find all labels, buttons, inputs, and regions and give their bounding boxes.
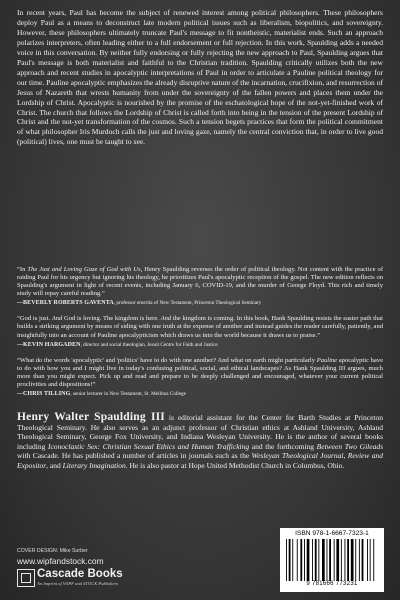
author-bio: Henry Walter Spaulding III is editorial assistant for the Center for Barth Studies at Princeton Theological Seminary. He also serves as an adjunct professor of Christian ethics at Ashland University, Ashland Theological Seminary, George Fox University, and Indiana Wesleyan University. He is the author of several books including Iconoclastic Sex: Christian Sexual Ethics and Human Trafficking and the forthcoming Between Two Gileads with Cascade. He has published a number of articles in journals such as the Wesleyan Theological Journal, Review and Expositor, and Literary Imagination. He is also pastor at Hope United Methodist Church in Columbus, Ohio. (17, 411, 384, 470)
book-description (17, 8, 383, 147)
barcode-number: 9 781666 773231 (306, 581, 358, 587)
endorser-name: CHRIS TILLING (23, 391, 71, 398)
endorsement-quote: “What do the words 'apocalyptic' and 'politics' have to do with one another? And what on earth might particularly Pauline apocalyptic have to do with how you and I might live in today's confusing political, social, and ethical landscapes? As Hank Spaulding III argues, much more than you might expect. Pick up and read and prepare to be deeply challenged and encouraged, whatever your current political proclivities and dispositions!” (17, 356, 383, 388)
publisher-logo (17, 568, 123, 592)
publisher-imprint: An Imprint of WIPF and STOCK Publishers (37, 581, 119, 586)
endorsement-attribution: —CHRIS TILLING, senior lecturer in New Testament, St. Mellitus College (17, 391, 186, 398)
book-title: The Just and Loving Gaze of God with Us (27, 266, 141, 273)
endorsement-gaventa (17, 266, 383, 307)
cover-design-credit: COVER DESIGN: Mike Surber (17, 548, 88, 554)
endorsement-attribution: —KEVIN HARGADEN, director and social theologian, Jesuit Centre for Faith and Justice (17, 341, 218, 348)
endorsement-hargaden (17, 315, 383, 348)
publisher-name: Cascade Books (37, 568, 123, 580)
barcode-icon (286, 539, 378, 581)
endorser-name: BEVERLY ROBERTS GAVENTA (23, 300, 114, 307)
author-name: Henry Walter Spaulding III (17, 411, 165, 423)
isbn-barcode (280, 528, 384, 592)
endorsement-tilling (17, 357, 383, 398)
endorsement-attribution: —BEVERLY ROBERTS GAVENTA, professor emerita of New Testament, Princeton Theological Seminary (17, 300, 262, 307)
endorsement-quote: “God is just. And God is loving. The kingdom is here. And the kingdom is coming. In this book, Hank Spaulding resists the easier path that builds a striking argument by means of siding with one truth at the expense of another and instead guides the reader carefully, patiently, and insightfully into an account of Pauline apocalypticism which draws us into the world because it draws us to praise.” (17, 315, 383, 339)
endorser-affiliation: , professor emerita of New Testament, Princeton Theological Seminary (113, 300, 262, 307)
endorser-affiliation: , senior lecturer in New Testament, St. Mellitus College (70, 391, 186, 398)
publisher-website[interactable]: www.wipfandstock.com (17, 556, 104, 566)
endorser-name: KEVIN HARGADEN (23, 341, 81, 348)
endorsement-quote: “In The Just and Loving Gaze of God with Us, Henry Spaulding reverses the order of political theology. Not content with the practice of raiding Paul for his urgency but ignoring his theology, he prioritizes Paul's apocalyptic reception of the gospel. The new edition reflects on Spaulding's argument in light of recent events, including January 6, COVID-19, and the murder of George Floyd. This rich and timely study will repay careful reading.” (17, 266, 384, 298)
endorsements (17, 266, 383, 406)
endorser-affiliation: , director and social theologian, Jesuit Centre for Faith and Justice (80, 341, 218, 348)
isbn-label: ISBN 978-1-6667-7323-1 (295, 530, 369, 537)
description-paragraph: In recent years, Paul has become the subject of renewed interest among political philosophers. These philosophers deploy Paul as a means to deconstruct late modern political issues such as liberalism, biopolitics, and sovereignty. However, these philosophers ultimately truncate Paul's message to fit nontheistic, materialist ends. Such an approach polarizes interpreters, often leading either to a full endorsement or full rejection. In this work, Spaulding adds a needed voice in this conversation. By neither fully endorsing or fully rejecting the new approach to Paul, Spaulding argues that Paul's message is both materialist and faithful to the Christian tradition. Spaulding critically utilizes both the new approach and recent studies in apocalyptic interpretations of Paul in order to articulate a Pauline political theology for our time. Pauline apocalyptic emphasizes the already disruptive nature of the incarnation, crucifixion, and resurrection of Jesus of Nazareth that wrests humanity from under the sovereignty of the fallen powers and places them under the Lordship of Christ. Apocalyptic is nourished by the promise of the eschatological hope of the not-yet-finished work of Christ. The church that follows the Lordship of Christ is called forth into being in the tension of the present Lordship of Christ and the not-yet transformation of the cosmos. Such a tension begets practices that form the political commitment of what philosopher Iris Murdoch calls the just and loving gaze, namely the central conviction that, in order to live good (political) lives, one must be taught to see. (17, 8, 383, 147)
cascade-logo-icon (17, 569, 35, 587)
